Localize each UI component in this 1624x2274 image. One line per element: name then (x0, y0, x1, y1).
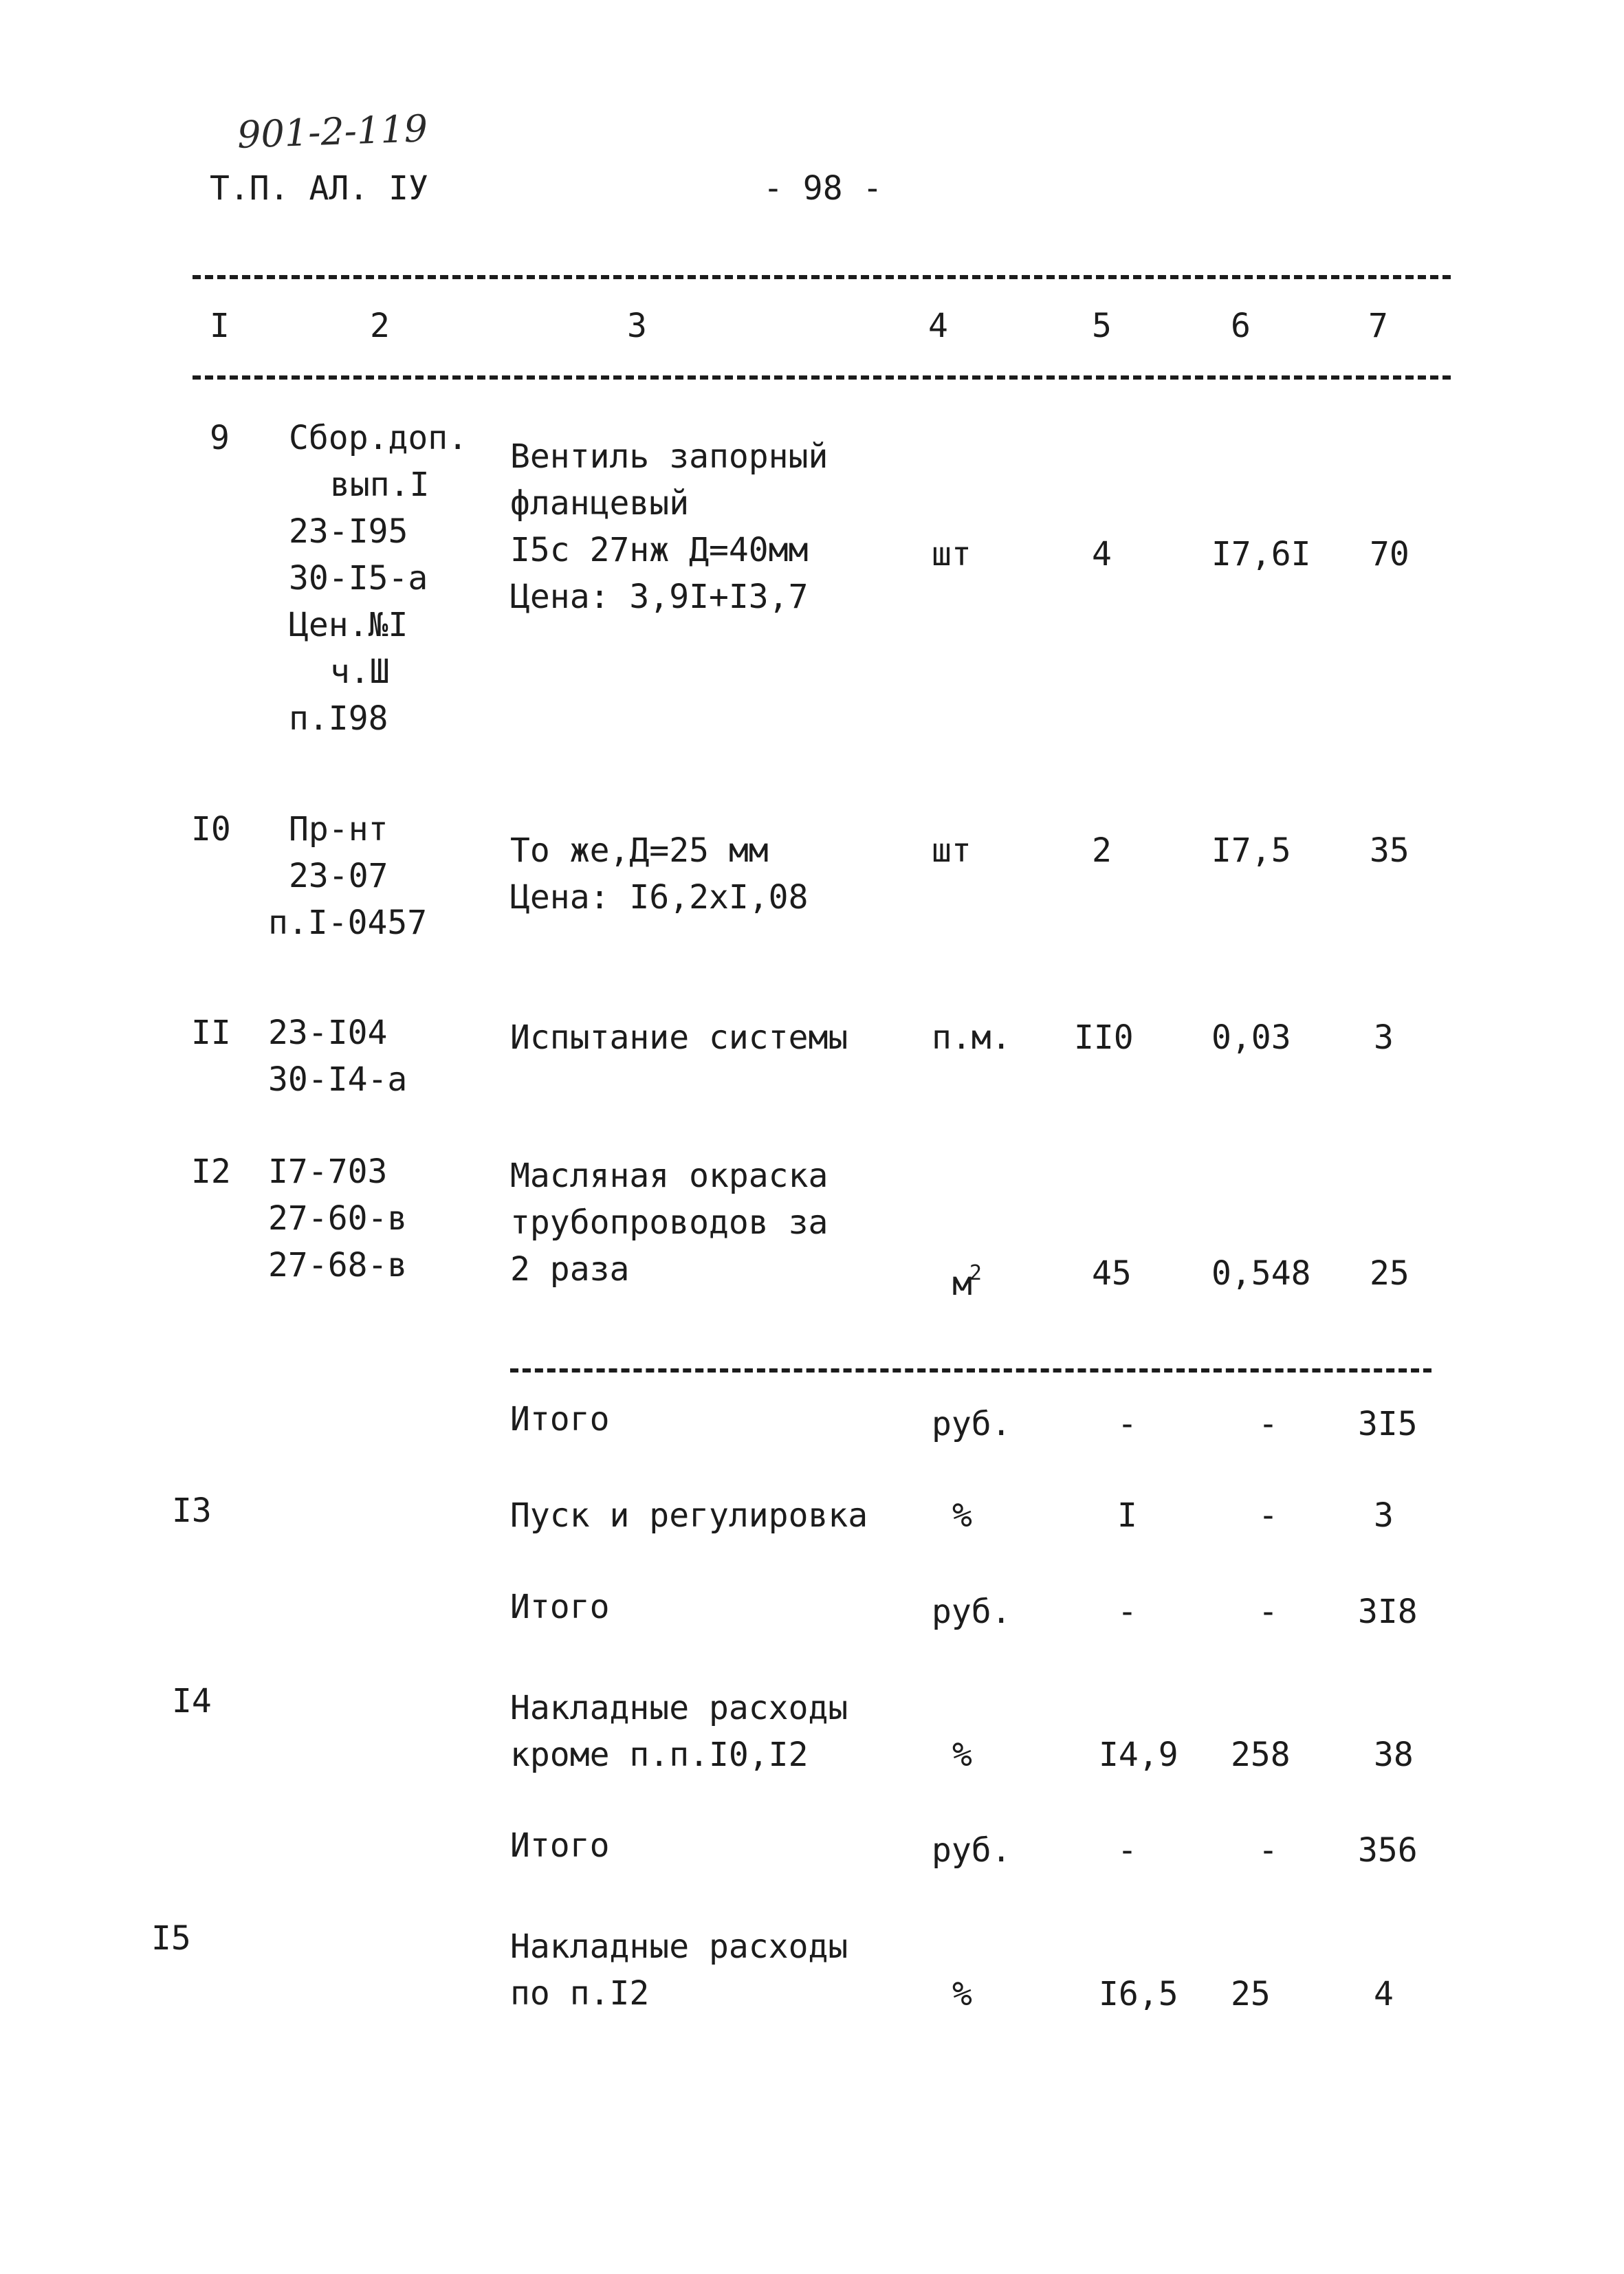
desc-line: трубопроводов за (510, 1203, 829, 1242)
row-9-ref (289, 415, 468, 742)
page-number: - 98 - (763, 169, 883, 208)
summary-2-qty: I (1117, 1496, 1137, 1535)
row-12-price: 0,548 (1211, 1254, 1311, 1293)
summary-4-num: I4 (172, 1682, 212, 1720)
row-10-num: I0 (191, 810, 231, 849)
row-9-num: 9 (210, 419, 230, 457)
summary-2-unit: % (952, 1496, 972, 1535)
ref-line: 27-68-в (268, 1246, 408, 1284)
summary-4-price: 258 (1231, 1736, 1291, 1774)
summary-4-desc (510, 1685, 848, 1778)
summary-6-num: I5 (151, 1919, 191, 1958)
desc-line: кроме п.п.I0,I2 (510, 1736, 809, 1774)
summary-1-desc: Итого (510, 1400, 610, 1439)
row-11-total: 3 (1374, 1018, 1394, 1057)
desc-line: Цена: I6,2хI,08 (510, 878, 809, 917)
header-bottom-dash-line (193, 375, 1451, 380)
col-header-3: 3 (627, 307, 647, 345)
unit-superscript: 2 (969, 1261, 982, 1285)
ref-line: вып.I (330, 466, 430, 504)
desc-line: Вентиль запорный (510, 437, 829, 476)
subtotal-dash-line (510, 1368, 1431, 1373)
row-11-unit: п.м. (932, 1018, 1011, 1057)
desc-line: фланцевый (510, 484, 690, 523)
row-12-desc (510, 1152, 828, 1293)
ref-line: Сбор.доп. (289, 419, 468, 457)
row-10-total: 35 (1370, 831, 1409, 870)
summary-3-qty: - (1117, 1593, 1137, 1631)
summary-3-desc: Итого (510, 1588, 610, 1626)
col-header-4: 4 (928, 307, 948, 345)
ref-line: 30-I4-а (268, 1060, 408, 1099)
series-code: Т.П. АЛ. IУ (210, 169, 428, 208)
desc-line: Цена: 3,9I+I3,7 (510, 578, 809, 616)
row-11-desc: Испытание системы (510, 1018, 848, 1057)
ref-line: Пр-нт (289, 810, 388, 849)
ref-line: п.I98 (289, 699, 388, 738)
col-header-1: I (210, 307, 230, 345)
summary-4-unit: % (952, 1736, 972, 1774)
ref-line: 30-I5-а (289, 559, 428, 598)
desc-line: I5с 27нж Д=40мм (510, 531, 809, 569)
summary-1-qty: - (1117, 1405, 1137, 1443)
row-11-price: 0,03 (1211, 1018, 1291, 1057)
col-header-2: 2 (370, 307, 390, 345)
row-10-ref (268, 806, 448, 946)
row-12-unit (952, 1250, 982, 1307)
row-9-desc (510, 433, 828, 620)
summary-4-total: 38 (1374, 1736, 1414, 1774)
desc-line: Масляная окраска (510, 1157, 829, 1195)
desc-line: по п.I2 (510, 1974, 650, 2013)
row-11-ref (268, 1009, 407, 1103)
summary-6-unit: % (952, 1975, 972, 2013)
ref-line: п.I-0457 (268, 904, 428, 942)
row-11-qty: II0 (1074, 1018, 1134, 1057)
row-9-unit: шт (932, 535, 972, 573)
row-12-total: 25 (1370, 1254, 1409, 1293)
summary-5-unit: руб. (932, 1831, 1011, 1870)
header-top-dash-line (193, 275, 1451, 279)
summary-3-price: - (1258, 1593, 1278, 1631)
summary-5-desc: Итого (510, 1826, 610, 1865)
col-header-5: 5 (1092, 307, 1112, 345)
summary-5-total: 356 (1358, 1831, 1418, 1870)
summary-1-total: 3I5 (1358, 1405, 1418, 1443)
summary-1-price: - (1258, 1405, 1278, 1443)
ref-line: 23-I95 (289, 512, 408, 551)
summary-2-num: I3 (172, 1491, 212, 1530)
desc-line: 2 раза (510, 1250, 630, 1289)
col-header-7: 7 (1368, 307, 1388, 345)
desc-line: То же,Д=25 мм (510, 831, 769, 870)
summary-6-qty: I6,5 (1099, 1975, 1178, 2013)
summary-2-price: - (1258, 1496, 1278, 1535)
ref-line: 23-I04 (268, 1014, 388, 1052)
row-12-qty: 45 (1092, 1254, 1132, 1293)
summary-5-price: - (1258, 1831, 1278, 1870)
summary-3-unit: руб. (932, 1593, 1011, 1631)
summary-2-total: 3 (1374, 1496, 1394, 1535)
row-10-price: I7,5 (1211, 831, 1291, 870)
unit-text: м (952, 1265, 972, 1303)
summary-2-desc: Пуск и регулировка (510, 1496, 868, 1535)
row-10-desc (510, 827, 808, 921)
summary-4-qty: I4,9 (1099, 1736, 1178, 1774)
desc-line: Накладные расходы (510, 1689, 848, 1727)
summary-6-desc (510, 1923, 848, 2017)
summary-6-price: 25 (1231, 1975, 1271, 2013)
ref-line: 27-60-в (268, 1199, 408, 1238)
ref-line: I7-703 (268, 1152, 388, 1191)
ref-line: ч.Ш (330, 653, 390, 691)
summary-3-total: 3I8 (1358, 1593, 1418, 1631)
handwritten-project-number: 901-2-119 (236, 107, 429, 157)
summary-1-unit: руб. (932, 1405, 1011, 1443)
ref-line: 23-07 (289, 857, 388, 895)
row-9-total: 70 (1370, 535, 1409, 573)
row-12-num: I2 (191, 1152, 231, 1191)
ref-line: Цен.№I (289, 606, 408, 644)
row-9-price: I7,6I (1211, 535, 1311, 573)
summary-6-total: 4 (1374, 1975, 1394, 2013)
col-header-6: 6 (1231, 307, 1251, 345)
row-9-qty: 4 (1092, 535, 1112, 573)
summary-5-qty: - (1117, 1831, 1137, 1870)
row-10-unit: шт (932, 831, 972, 870)
row-11-num: II (191, 1014, 231, 1052)
row-12-ref (268, 1148, 407, 1289)
desc-line: Накладные расходы (510, 1927, 848, 1966)
row-10-qty: 2 (1092, 831, 1112, 870)
